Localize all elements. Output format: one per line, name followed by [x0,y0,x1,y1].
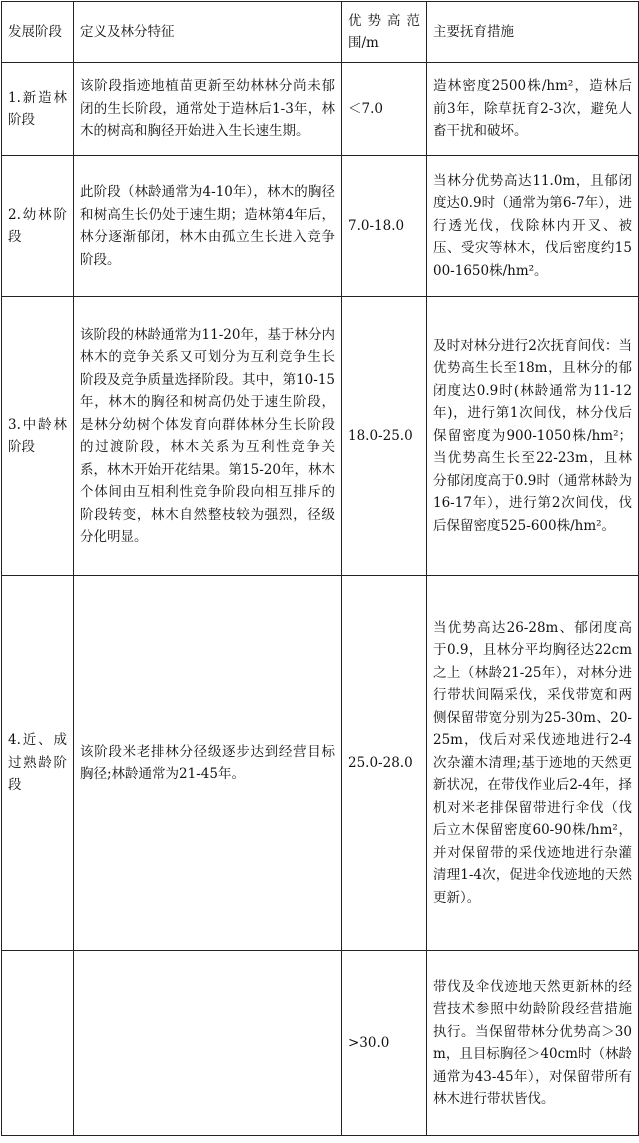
forest-stage-table [1,1,639,1136]
stage-cell: 3.中龄林阶段 [2,297,74,576]
height-range-cell: 18.0-25.0 [342,297,427,576]
header-stage: 发展阶段 [2,2,74,63]
definition-cell: 此阶段（林龄通常为4-10年），林木的胸径和树高生长仍处于速生期；造林第4年后，林分逐渐郁闭，林木由孤立生长进入竞争阶段。 [74,156,342,297]
header-measures: 主要抚育措施 [427,2,639,63]
stage-cell [2,951,74,1136]
header-definition: 定义及林分特征 [74,2,342,63]
height-range-cell: 7.0-18.0 [342,156,427,297]
table-row [2,297,639,576]
definition-cell: 该阶段指迹地植苗更新至幼林林分尚未郁闭的生长阶段，通常处于造林后1-3年，林木的树高和胸径开始进入生长速生期。 [74,63,342,156]
table-row [2,156,639,297]
measures-cell: 当优势高达26-28m、郁闭度高于0.9，且林分平均胸径达22cm之上（林龄21-25年），对林分进行带状间隔采伐，采伐带宽和两侧保留带宽分别为25-30m、20-25m，伐后对采伐迹地进行2-4次杂灌木清理;基于迹地的天然更新状况，在带伐作业后2-4年，择机对米老排保留带进行伞伐（伐后立木保留密度60-90株/hm²，并对保留带的采伐迹地进行杂灌清理1-4次，促进伞伐迹地的天然更新）。 [427,576,639,951]
table-row [2,576,639,951]
definition-cell: 该阶段的林龄通常为11-20年，基于林分内林木的竞争关系又可划分为互利竞争生长阶段及竞争质量选择阶段。其中，第10-15年，林木的胸径和树高仍处于速生阶段，是林分幼树个体发育向群体林分生长阶段的过渡阶段，林木关系为互利性竞争关系，林木开始开花结果。第15-20年，林木个体间由互相利性竞争阶段向相互排斥的阶段转变，林木自然整枝较为强烈，径级分化明显。 [74,297,342,576]
table-row [2,63,639,156]
stage-cell: 1.新造林阶段 [2,63,74,156]
measures-cell: 带伐及伞伐迹地天然更新林的经营技术参照中幼龄阶段经营措施执行。当保留带林分优势高＞30m，且目标胸径＞40cm时（林龄通常为43-45年），对保留带所有林木进行带状皆伐。 [427,951,639,1136]
measures-cell: 当林分优势高达11.0m，且郁闭度达0.9时（通常为第6-7年），进行透光伐，伐除林内开叉、被压、受灾等林木，伐后密度约1500-1650株/hm²。 [427,156,639,297]
measures-cell: 及时对林分进行2次抚育间伐：当优势高生长至18m，且林分的郁闭度达0.9时(林龄通常为11-12年)，进行第1次间伐，林分伐后保留密度为900-1050株/hm²；当优势高生长至22-23m，且林分郁闭度高于0.9时（通常林龄为16-17年），进行第2次间伐，伐后保留密度525-600株/hm²。 [427,297,639,576]
definition-cell: 该阶段米老排林分径级逐步达到经营目标胸径;林龄通常为21-45年。 [74,576,342,951]
table-header-row [2,2,639,63]
height-range-cell: >30.0 [342,951,427,1136]
stage-cell: 2.幼林阶段 [2,156,74,297]
height-range-cell: ＜7.0 [342,63,427,156]
header-height-range: 优势高范围/m [342,2,427,63]
stage-cell: 4.近、成过熟龄阶段 [2,576,74,951]
definition-cell [74,951,342,1136]
height-range-cell: 25.0-28.0 [342,576,427,951]
measures-cell: 造林密度2500株/hm²，造林后前3年，除草抚育2-3次，避免人畜干扰和破坏。 [427,63,639,156]
table-row [2,951,639,1136]
